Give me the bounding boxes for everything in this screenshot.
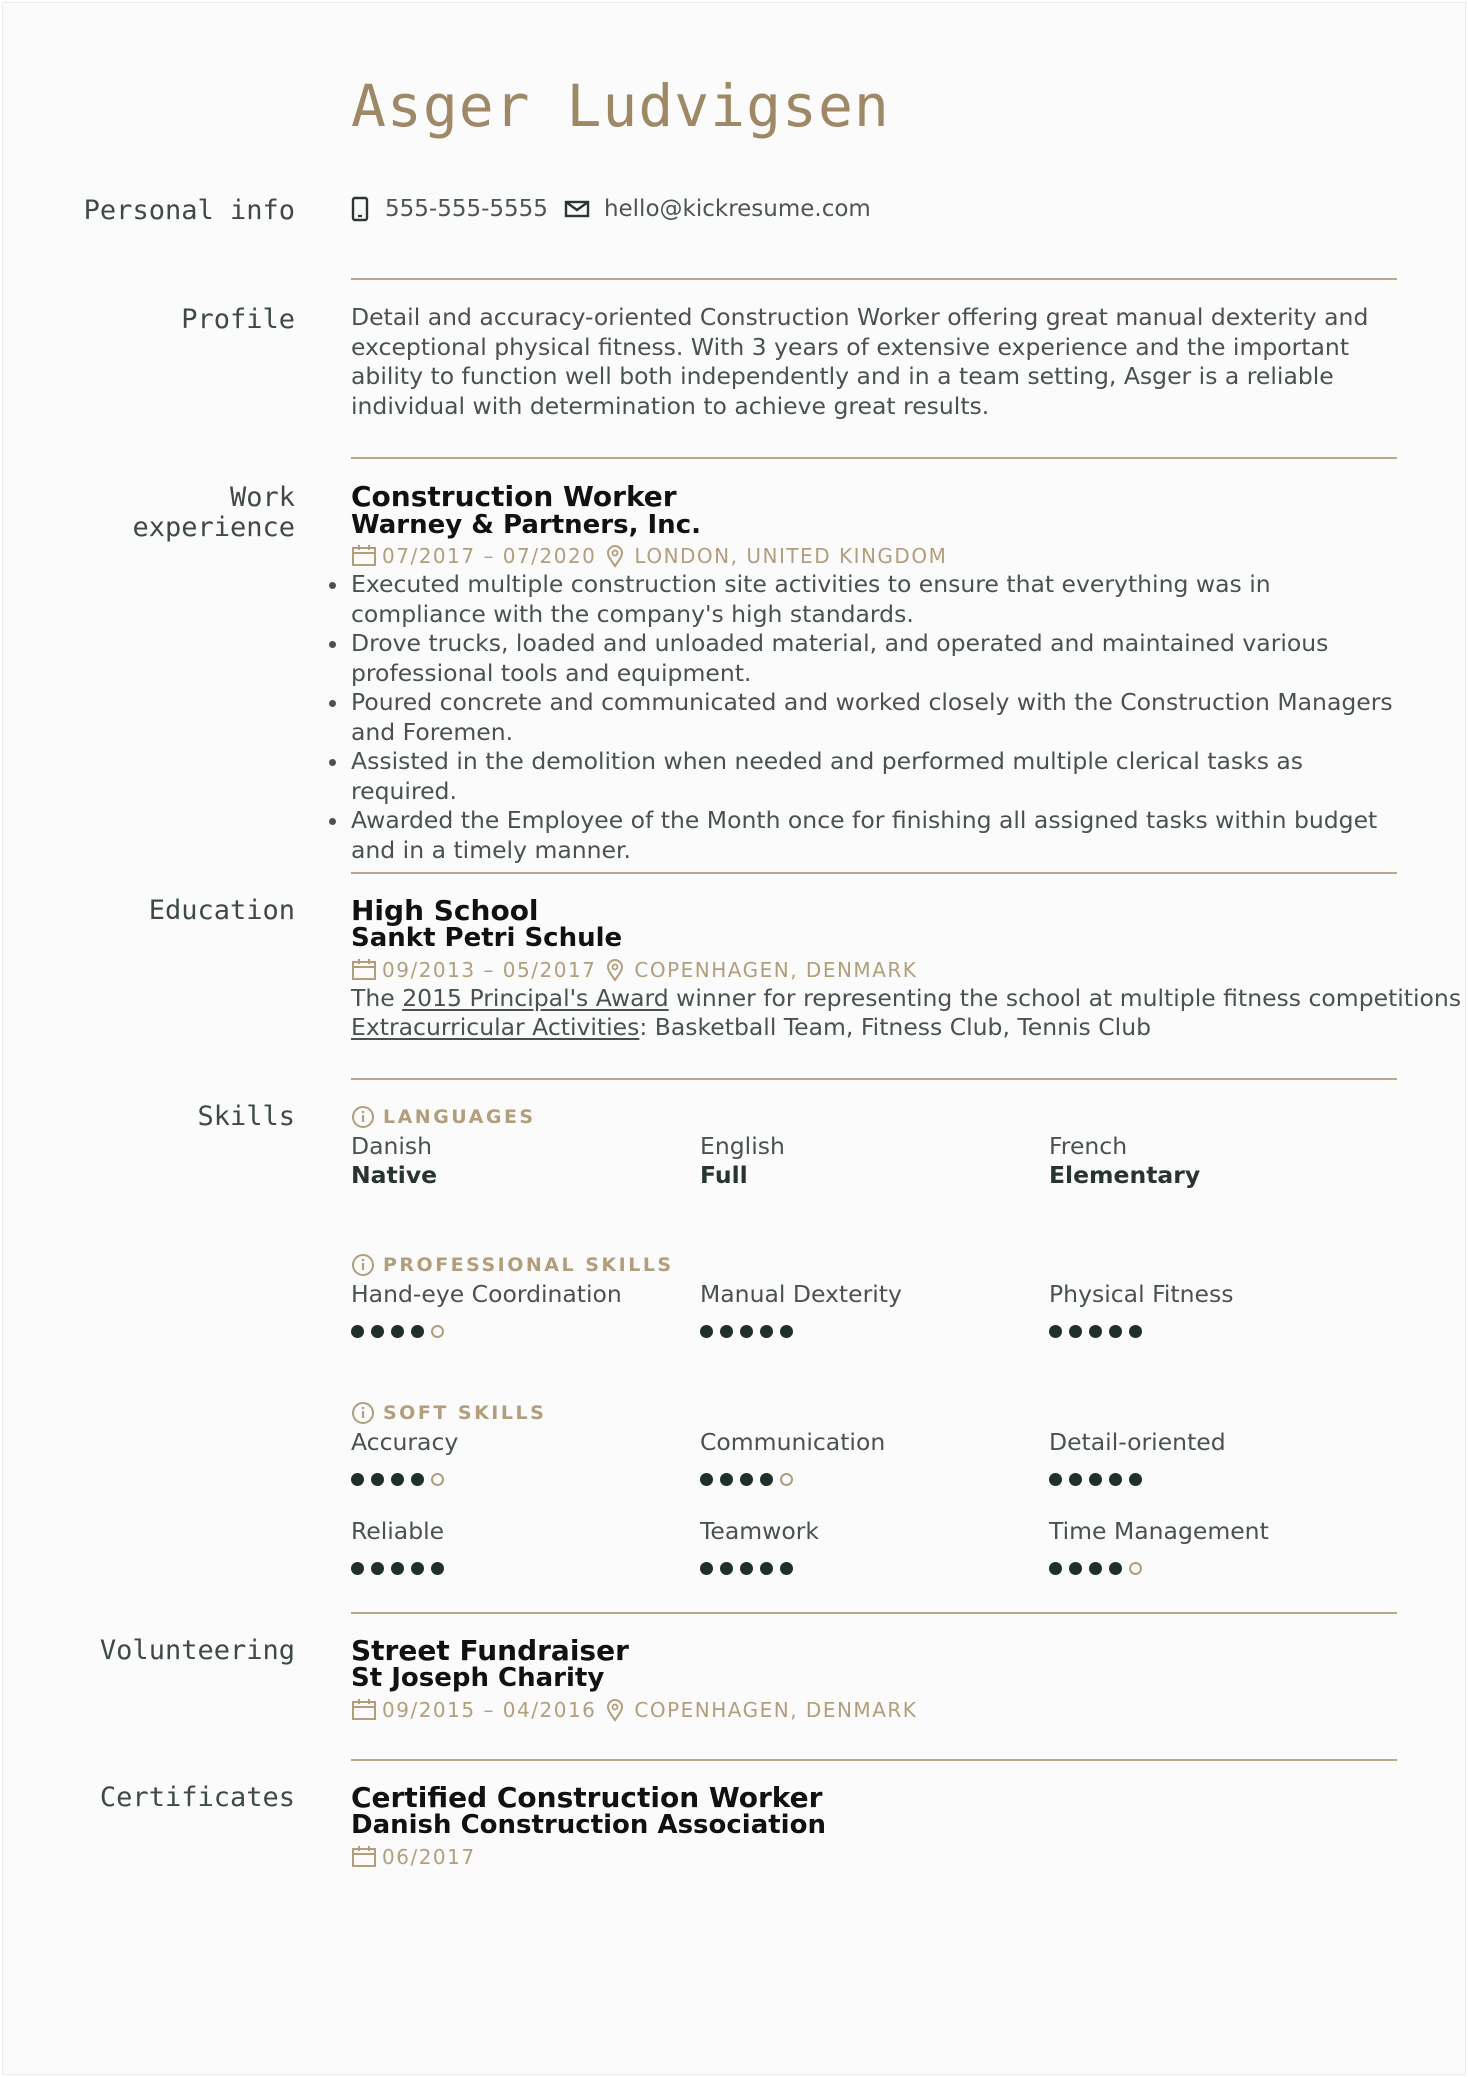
profile-text: Detail and accuracy-oriented Construction Worker offering great manual dexterity and exceptional physical fitness. With 3 years of extensive experience and the important ability to function well both independently and in a team setting, Asger is a reliable individual with determination to achieve great results. bbox=[351, 303, 1369, 420]
divider bbox=[351, 1612, 1397, 1614]
candidate-name: Asger Ludvigsen bbox=[351, 72, 890, 140]
rating-dot-filled bbox=[700, 1473, 713, 1486]
bullet-dot bbox=[329, 700, 336, 707]
award-link[interactable]: 2015 Principal's Award bbox=[402, 984, 669, 1012]
job-bullets bbox=[351, 570, 1397, 865]
school-name: Sankt Petri Schule bbox=[351, 923, 623, 953]
calendar-icon bbox=[351, 1699, 377, 1721]
volunteer-org: St Joseph Charity bbox=[351, 1663, 605, 1693]
rating-dot-filled bbox=[1089, 1325, 1102, 1338]
work-label-line-1: Work bbox=[229, 482, 295, 513]
skill-rating bbox=[1049, 1325, 1149, 1338]
resume-page bbox=[2, 2, 1466, 2075]
skill-category-languages: LANGUAGES bbox=[351, 1105, 536, 1129]
section-label-certificates: Certificates bbox=[99, 1782, 295, 1813]
language-level: Native bbox=[351, 1161, 438, 1189]
rating-dot-filled bbox=[431, 1562, 444, 1575]
rating-dot-filled bbox=[720, 1562, 733, 1575]
bullet-dot bbox=[329, 818, 336, 825]
volunteer-location: COPENHAGEN, DENMARK bbox=[634, 1698, 918, 1722]
rating-dot-filled bbox=[1109, 1562, 1122, 1575]
location-pin-icon bbox=[606, 1698, 624, 1722]
section-label-volunteering: Volunteering bbox=[99, 1635, 295, 1666]
volunteer-dates: 09/2015 – 04/2016 bbox=[382, 1698, 597, 1722]
skill-name: Hand-eye Coordination bbox=[351, 1280, 622, 1308]
rating-dot-filled bbox=[371, 1562, 384, 1575]
rating-dot-filled bbox=[760, 1562, 773, 1575]
phone-number[interactable]: 555-555-5555 bbox=[385, 196, 548, 222]
education-dates: 09/2013 – 05/2017 bbox=[382, 958, 597, 982]
volunteer-title: Street Fundraiser bbox=[351, 1634, 629, 1667]
rating-dot-filled bbox=[411, 1473, 424, 1486]
skill-category-soft: SOFT SKILLS bbox=[351, 1401, 546, 1425]
list-item: Awarded the Employee of the Month once for finishing all assigned tasks within budget and in a timely manner. bbox=[351, 806, 1397, 865]
rating-dot-filled bbox=[1049, 1562, 1062, 1575]
rating-dot-empty bbox=[780, 1473, 793, 1486]
rating-dot-filled bbox=[1089, 1473, 1102, 1486]
rating-dot-filled bbox=[1129, 1325, 1142, 1338]
rating-dot-filled bbox=[1109, 1325, 1122, 1338]
skill-name: Reliable bbox=[351, 1517, 445, 1545]
location-pin-icon bbox=[606, 544, 624, 568]
rating-dot-filled bbox=[1049, 1325, 1062, 1338]
divider bbox=[351, 1759, 1397, 1761]
rating-dot-empty bbox=[431, 1325, 444, 1338]
company-name: Warney & Partners, Inc. bbox=[351, 510, 701, 540]
volunteer-meta bbox=[351, 1698, 917, 1722]
rating-dot-filled bbox=[700, 1325, 713, 1338]
job-title: Construction Worker bbox=[351, 480, 677, 513]
language-name: Danish bbox=[351, 1132, 433, 1160]
education-meta bbox=[351, 958, 917, 982]
skill-name: Accuracy bbox=[351, 1428, 459, 1456]
certificate-org: Danish Construction Association bbox=[351, 1810, 826, 1840]
calendar-icon bbox=[351, 545, 377, 567]
rating-dot-filled bbox=[371, 1473, 384, 1486]
language-name: English bbox=[700, 1132, 785, 1160]
rating-dot-filled bbox=[780, 1325, 793, 1338]
contact-row bbox=[351, 196, 871, 222]
section-label-profile: Profile bbox=[181, 304, 295, 335]
skill-rating bbox=[1049, 1562, 1149, 1575]
rating-dot-filled bbox=[700, 1562, 713, 1575]
education-award-line: The 2015 Principal's Award winner for representing the school at multiple fitness competitions bbox=[351, 984, 1462, 1012]
skill-rating bbox=[351, 1473, 451, 1486]
skill-rating bbox=[700, 1473, 800, 1486]
section-label-education: Education bbox=[148, 895, 295, 926]
rating-dot-filled bbox=[740, 1325, 753, 1338]
skill-rating bbox=[1049, 1473, 1149, 1486]
rating-dot-filled bbox=[391, 1473, 404, 1486]
rating-dot-filled bbox=[391, 1325, 404, 1338]
language-level: Elementary bbox=[1049, 1161, 1201, 1189]
location-pin-icon bbox=[606, 958, 624, 982]
job-dates: 07/2017 – 07/2020 bbox=[382, 544, 597, 568]
bullet-dot bbox=[329, 582, 336, 589]
rating-dot-filled bbox=[351, 1325, 364, 1338]
skill-name: Detail-oriented bbox=[1049, 1428, 1226, 1456]
skill-rating bbox=[351, 1562, 451, 1575]
list-item: Executed multiple construction site activities to ensure that everything was in compliance with the company's high standards. bbox=[351, 570, 1397, 629]
skill-category-professional: PROFESSIONAL SKILLS bbox=[351, 1253, 674, 1277]
divider bbox=[351, 457, 1397, 459]
rating-dot-filled bbox=[351, 1562, 364, 1575]
skill-name: Physical Fitness bbox=[1049, 1280, 1234, 1308]
rating-dot-filled bbox=[760, 1473, 773, 1486]
certificate-title: Certified Construction Worker bbox=[351, 1781, 823, 1814]
rating-dot-filled bbox=[720, 1473, 733, 1486]
rating-dot-filled bbox=[780, 1562, 793, 1575]
rating-dot-filled bbox=[740, 1562, 753, 1575]
divider bbox=[351, 872, 1397, 874]
rating-dot-filled bbox=[411, 1325, 424, 1338]
section-label-skills: Skills bbox=[197, 1101, 295, 1132]
skill-name: Teamwork bbox=[700, 1517, 819, 1545]
rating-dot-empty bbox=[1129, 1562, 1142, 1575]
rating-dot-filled bbox=[371, 1325, 384, 1338]
job-meta bbox=[351, 544, 947, 568]
section-label-personal-info: Personal info bbox=[83, 195, 295, 226]
language-name: French bbox=[1049, 1132, 1128, 1160]
rating-dot-filled bbox=[720, 1325, 733, 1338]
info-icon bbox=[351, 1401, 375, 1425]
rating-dot-empty bbox=[431, 1473, 444, 1486]
rating-dot-filled bbox=[760, 1325, 773, 1338]
rating-dot-filled bbox=[740, 1473, 753, 1486]
education-activities-line: Extracurricular Activities: Basketball Team, Fitness Club, Tennis Club bbox=[351, 1013, 1152, 1041]
skill-rating bbox=[351, 1325, 451, 1338]
skill-name: Manual Dexterity bbox=[700, 1280, 902, 1308]
skill-rating bbox=[700, 1562, 800, 1575]
rating-dot-filled bbox=[1089, 1562, 1102, 1575]
rating-dot-filled bbox=[1049, 1473, 1062, 1486]
envelope-icon bbox=[564, 199, 590, 219]
list-item: Drove trucks, loaded and unloaded material, and operated and maintained various professional tools and equipment. bbox=[351, 629, 1397, 688]
divider bbox=[351, 1078, 1397, 1080]
list-item: Assisted in the demolition when needed and performed multiple clerical tasks as required. bbox=[351, 747, 1397, 806]
skill-name: Time Management bbox=[1049, 1517, 1269, 1545]
work-label-line-2: experience bbox=[132, 512, 295, 543]
calendar-icon bbox=[351, 1846, 377, 1868]
info-icon bbox=[351, 1105, 375, 1129]
education-title: High School bbox=[351, 894, 539, 927]
list-item: Poured concrete and communicated and worked closely with the Construction Managers and Foremen. bbox=[351, 688, 1397, 747]
skill-name: Communication bbox=[700, 1428, 886, 1456]
calendar-icon bbox=[351, 959, 377, 981]
bullet-dot bbox=[329, 641, 336, 648]
skill-rating bbox=[700, 1325, 800, 1338]
phone-icon bbox=[351, 196, 369, 222]
rating-dot-filled bbox=[411, 1562, 424, 1575]
section-label-work-experience bbox=[132, 483, 295, 543]
bullet-dot bbox=[329, 759, 336, 766]
language-level: Full bbox=[700, 1161, 748, 1189]
education-location: COPENHAGEN, DENMARK bbox=[634, 958, 918, 982]
rating-dot-filled bbox=[351, 1473, 364, 1486]
rating-dot-filled bbox=[391, 1562, 404, 1575]
job-location: LONDON, UNITED KINGDOM bbox=[634, 544, 948, 568]
certificate-meta bbox=[351, 1845, 476, 1869]
rating-dot-filled bbox=[1129, 1473, 1142, 1486]
rating-dot-filled bbox=[1069, 1473, 1082, 1486]
rating-dot-filled bbox=[1109, 1473, 1122, 1486]
info-icon bbox=[351, 1253, 375, 1277]
rating-dot-filled bbox=[1069, 1325, 1082, 1338]
certificate-date: 06/2017 bbox=[382, 1845, 476, 1869]
rating-dot-filled bbox=[1069, 1562, 1082, 1575]
email-address[interactable]: hello@kickresume.com bbox=[603, 196, 871, 222]
activities-link[interactable]: Extracurricular Activities bbox=[351, 1013, 640, 1041]
divider bbox=[351, 278, 1397, 280]
